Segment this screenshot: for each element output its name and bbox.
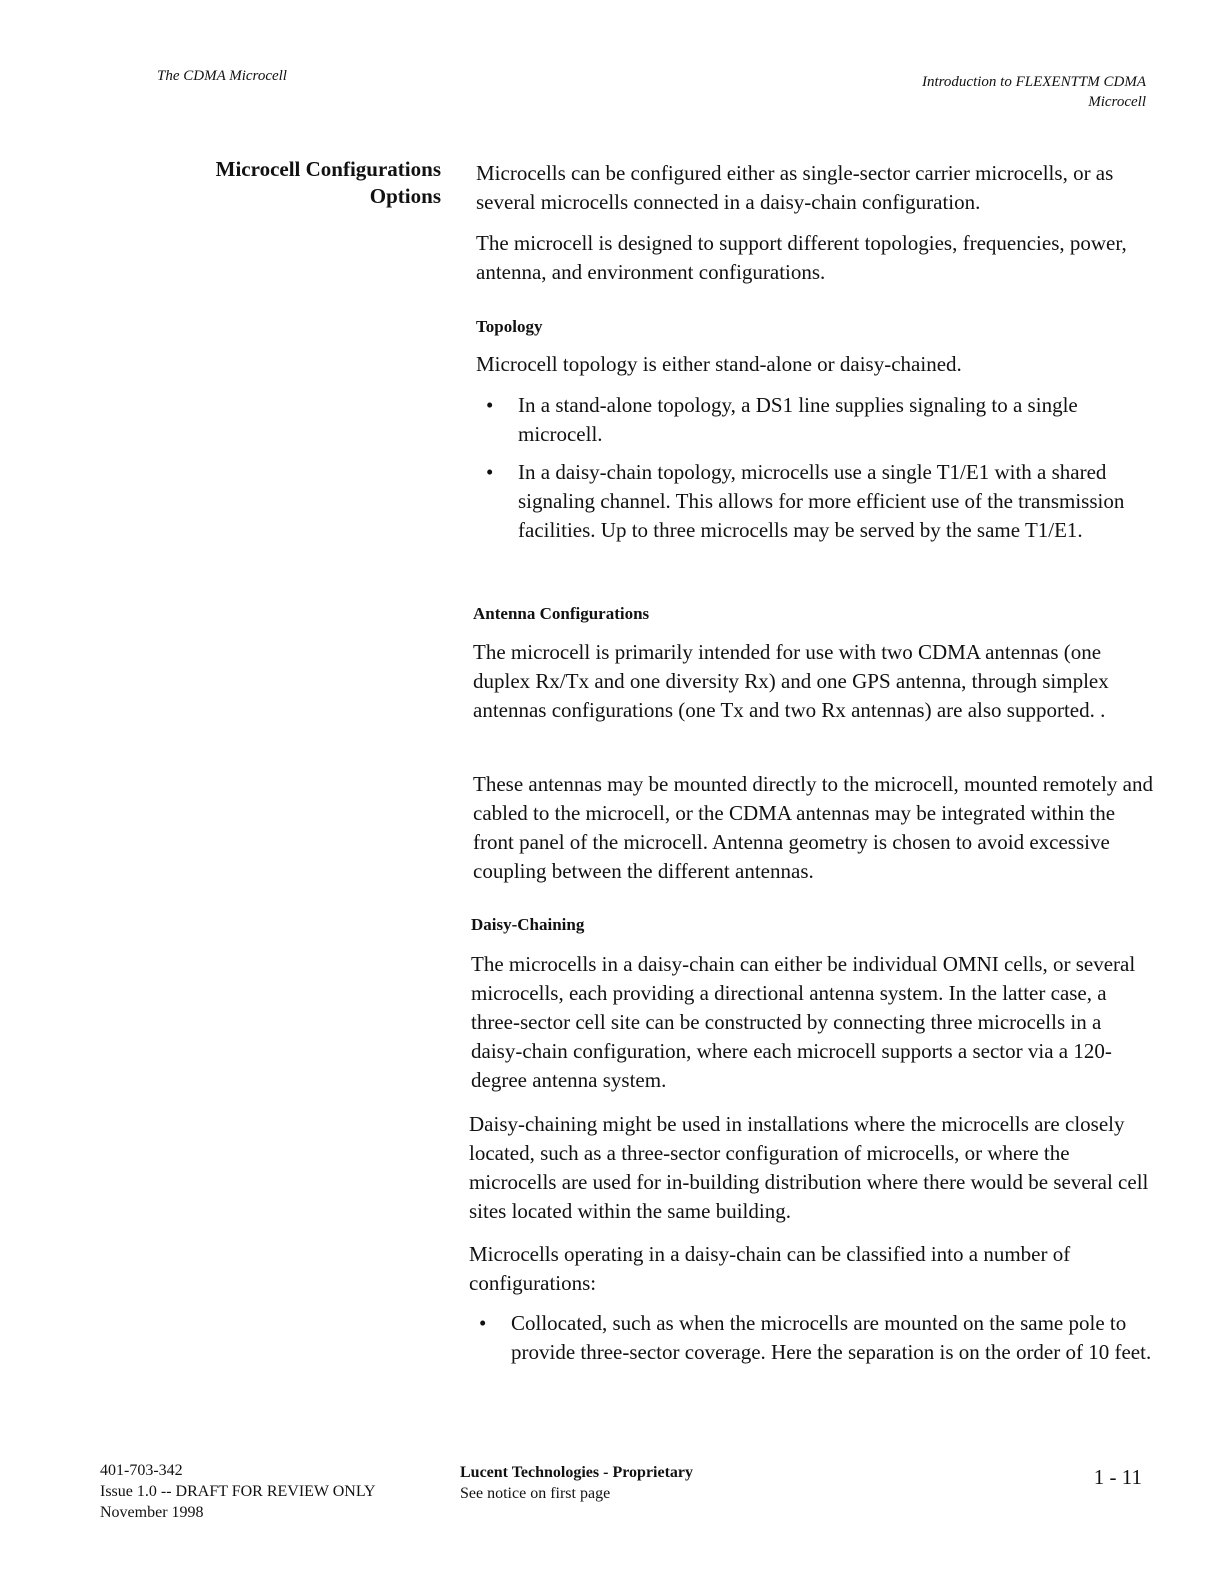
- antenna-paragraph-1: The microcell is primarily intended for use with two CDMA antennas (one duplex Rx/Tx and one diversity Rx) and one GPS antenna, through simplex antennas configurations (one Tx and two Rx antennas) are also supported. .: [473, 640, 1109, 722]
- footer-left: [100, 1460, 376, 1523]
- footer-notice: See notice on first page: [460, 1485, 611, 1502]
- footer-issue: Issue 1.0 -- DRAFT FOR REVIEW ONLY: [100, 1483, 376, 1500]
- footer-company: Lucent Technologies - Proprietary: [460, 1464, 694, 1481]
- section-title-line2: Options: [369, 184, 441, 208]
- topology-bullet-2: In a daisy-chain topology, microcells use a single T1/E1 with a shared signaling channel. This allows for more efficient use of the transmission facilities. Up to three microcells may be served by the same T1/E1.: [518, 460, 1125, 542]
- list-item: [476, 458, 1156, 545]
- intro-paragraph-2: The microcell is designed to support different topologies, frequencies, power, antenna, and environment configurations.: [476, 231, 1127, 284]
- bullet-icon: •: [479, 1311, 487, 1335]
- running-header-left: The CDMA Microcell: [157, 68, 287, 84]
- running-header-right-line1: Introduction to FLEXENTTM CDMA: [921, 74, 1146, 90]
- list-item: [469, 1309, 1157, 1367]
- topology-heading: Topology: [476, 317, 543, 336]
- list-item: [476, 391, 1156, 449]
- footer-date: November 1998: [100, 1504, 204, 1521]
- daisy-heading: Daisy-Chaining: [471, 915, 585, 934]
- antenna-paragraph-2: These antennas may be mounted directly to the microcell, mounted remotely and cabled to the microcell, or the CDMA antennas may be integrated within the front panel of the microcell. Antenna geometry is chosen to avoid excessive coupling between the different antennas.: [473, 772, 1153, 883]
- footer-center: [460, 1462, 693, 1504]
- topology-intro: Microcell topology is either stand-alone or daisy-chained.: [476, 352, 962, 376]
- bullet-icon: •: [486, 393, 494, 417]
- section-title: [121, 156, 441, 210]
- page-number: 1 - 11: [1093, 1465, 1142, 1489]
- topology-bullet-list: [476, 391, 1156, 545]
- antenna-heading: Antenna Configurations: [473, 604, 650, 623]
- daisy-bullet-list: [469, 1309, 1157, 1367]
- section-title-line1: Microcell Configurations: [215, 157, 441, 181]
- daisy-paragraph-2: Daisy-chaining might be used in installations where the microcells are closely located, such as a three-sector configuration of microcells, or where the microcells are used for in-building distribution where there would be several cell sites located within the same building.: [469, 1112, 1149, 1223]
- daisy-paragraph-1: The microcells in a daisy-chain can either be individual OMNI cells, or several microcells, each providing a directional antenna system. In the latter case, a three-sector cell site can be constructed by connecting three microcells in a daisy-chain configuration, where each microcell supports a sector via a 120-degree antenna system.: [471, 952, 1136, 1092]
- bullet-icon: •: [486, 460, 494, 484]
- running-header-right: [922, 72, 1146, 112]
- intro-paragraph-1: Microcells can be configured either as single-sector carrier microcells, or as several microcells connected in a daisy-chain configuration.: [476, 161, 1114, 214]
- topology-bullet-1: In a stand-alone topology, a DS1 line supplies signaling to a single microcell.: [518, 393, 1078, 446]
- daisy-bullet-1: Collocated, such as when the microcells are mounted on the same pole to provide three-sector coverage. Here the separation is on the order of 10 feet.: [511, 1311, 1152, 1364]
- running-header-right-line2: Microcell: [1088, 94, 1146, 110]
- footer-doc-number: 401-703-342: [100, 1462, 183, 1479]
- daisy-paragraph-3: Microcells operating in a daisy-chain can be classified into a number of configurations:: [469, 1242, 1071, 1295]
